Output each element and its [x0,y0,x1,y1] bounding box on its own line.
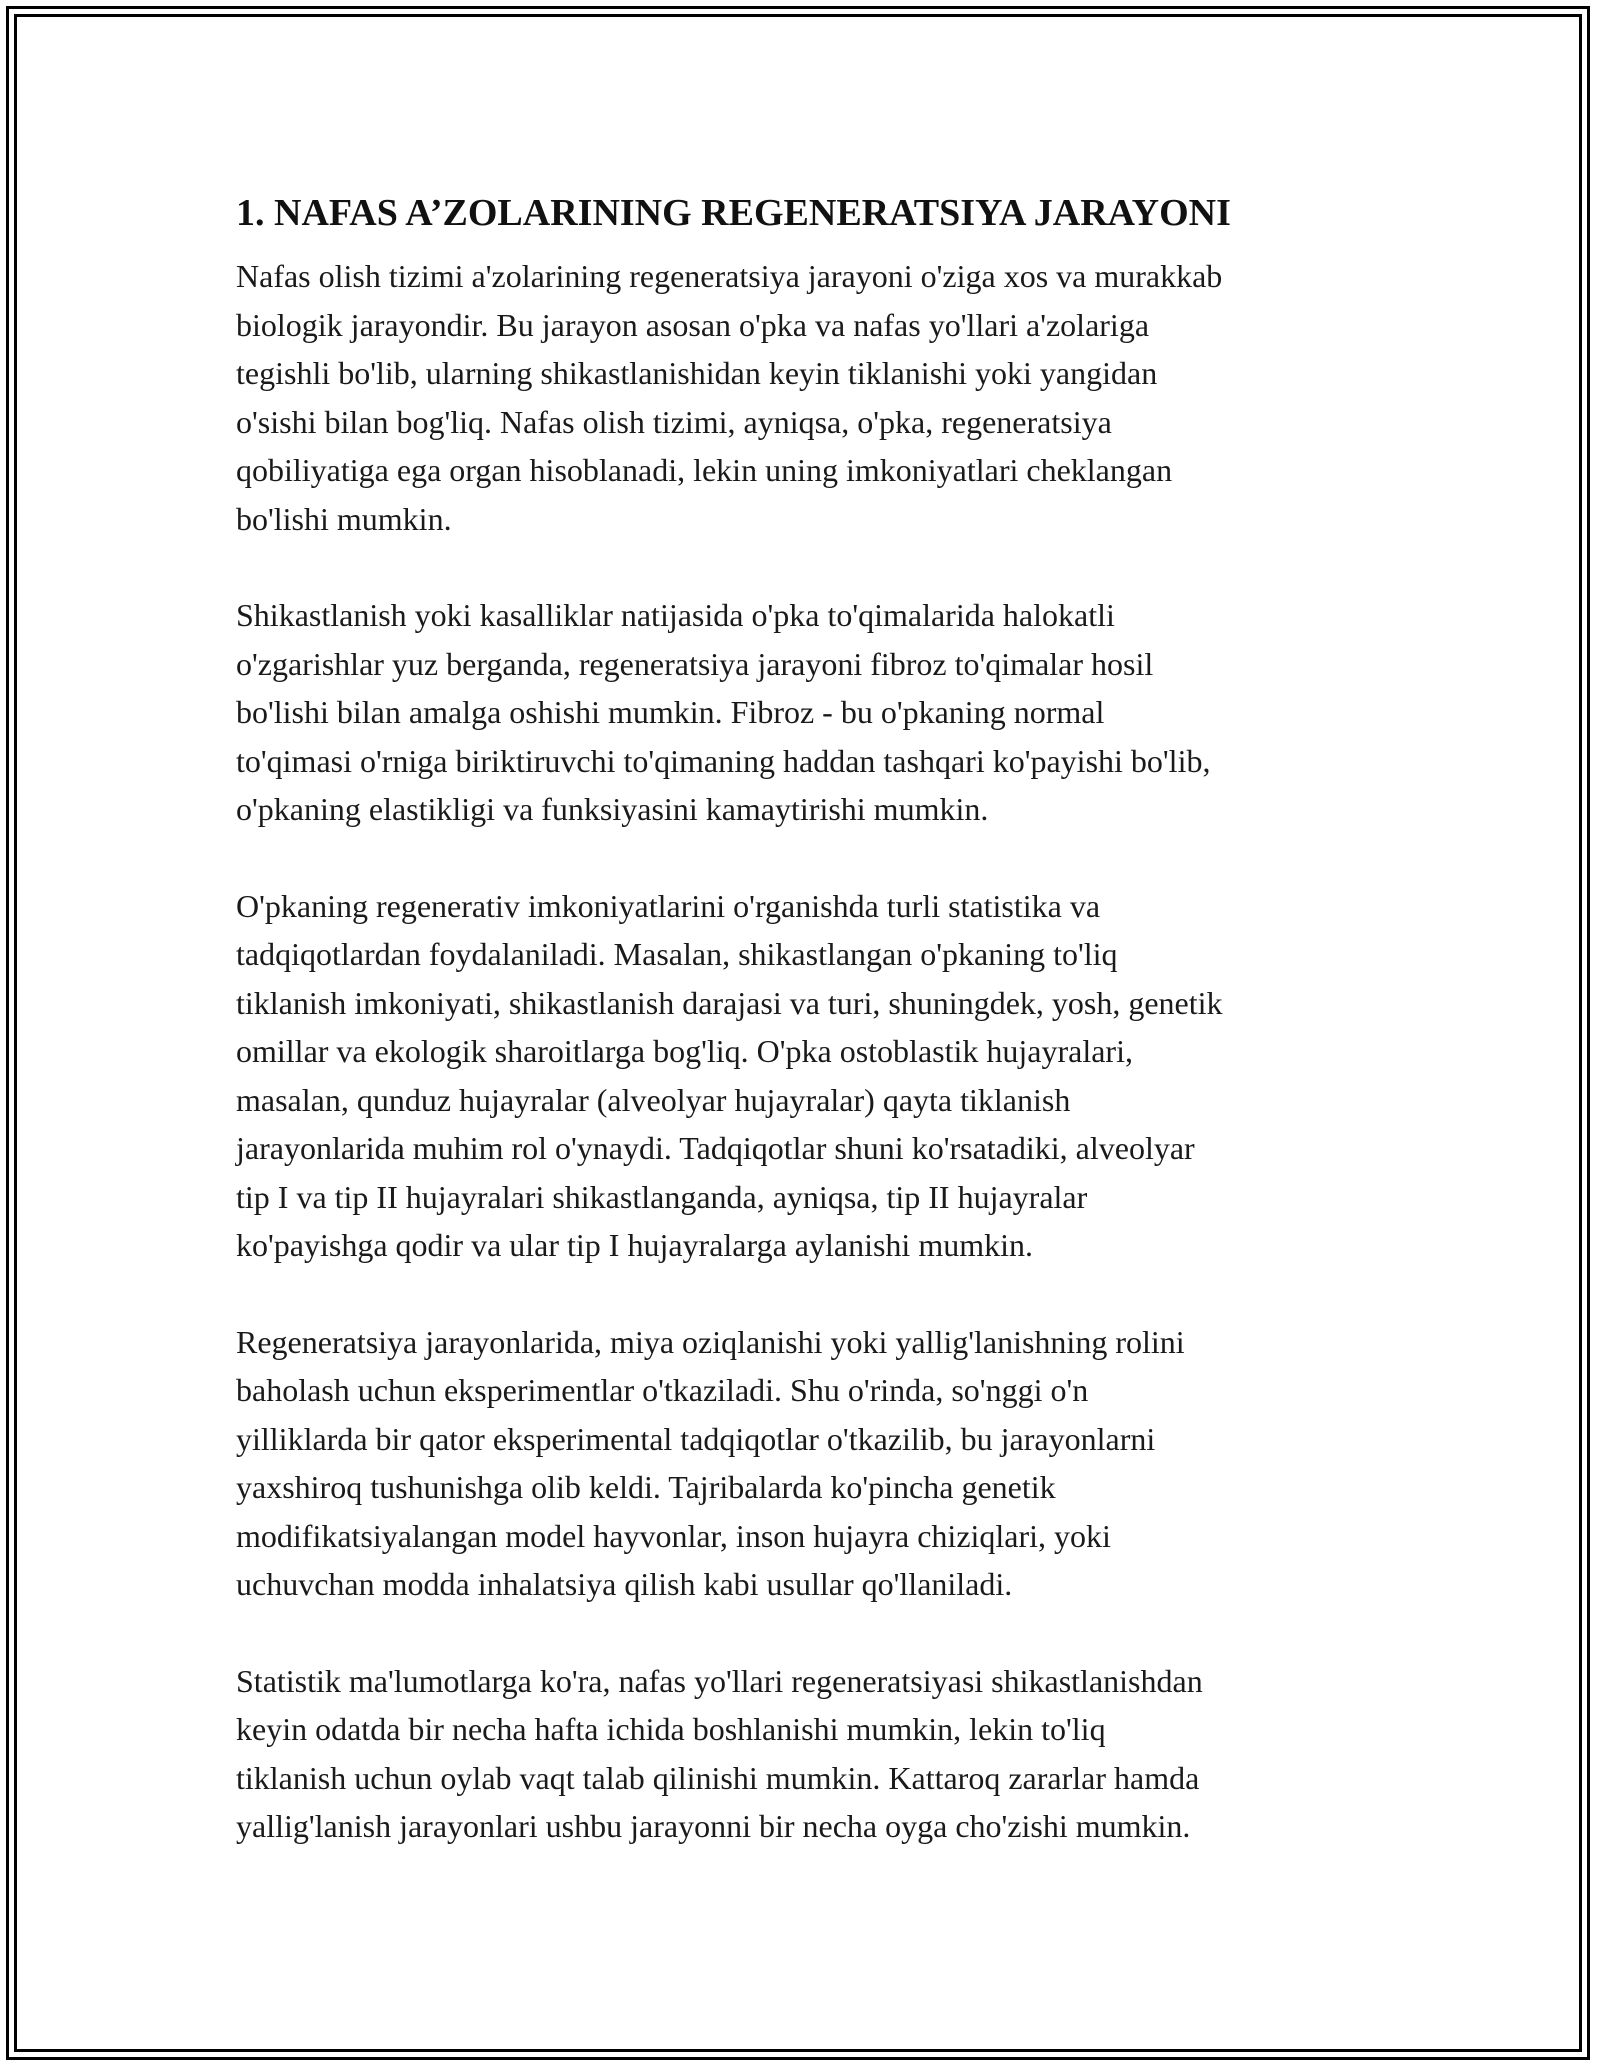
text-line: tiklanish uchun oylab vaqt talab qilinishi mumkin. Kattaroq zararlar hamda [236,1759,1200,1796]
text-line: tadqiqotlardan foydalaniladi. Masalan, shikastlangan o'pkaning to'liq [236,936,1118,972]
text-line: Nafas olish tizimi a'zolarining regeneratsiya jarayoni o'ziga xos va murakkab [236,258,1223,294]
text-line: O'pkaning regenerativ imkoniyatlarini o'rganishda turli statistika va [236,887,1101,924]
text-line: modifikatsiyalangan model hayvonlar, inson hujayra chiziqlari, yoki [236,1517,1111,1554]
paragraph-5 [236,1657,1376,1851]
text-line: bo'lishi mumkin. [236,500,452,537]
text-line: o'pkaning elastikligi va funksiyasini kamaytirishi mumkin. [236,791,989,827]
text-line: tiklanish imkoniyati, shikastlanish darajasi va turi, shuningdek, yosh, genetik [236,984,1223,1021]
text-line: o'zgarishlar yuz berganda, regeneratsiya jarayoni fibroz to'qimalar hosil [236,645,1154,682]
paragraph-2 [236,591,1376,834]
text-line: uchuvchan modda inhalatsiya qilish kabi usullar qo'llaniladi. [236,1566,1013,1602]
text-line: Regeneratsiya jarayonlarida, miya oziqlanishi yoki yallig'lanishning rolini [236,1323,1185,1360]
text-line: yallig'lanish jarayonlari ushbu jarayonni bir necha oyga cho'zishi mumkin. [236,1808,1191,1844]
text-line: Statistik ma'lumotlarga ko'ra, nafas yo'llari regeneratsiyasi shikastlanishdan [236,1662,1203,1699]
text-line: jarayonlarida muhim rol o'ynaydi. Tadqiqotlar shuni ko'rsatadiki, alveolyar [236,1130,1195,1166]
text-line: tegishli bo'lib, ularning shikastlanishidan keyin tiklanishi yoki yangidan [236,355,1158,391]
paragraph-4 [236,1318,1376,1609]
text-line: yilliklarda bir qator eksperimental tadqiqotlar o'tkazilib, bu jarayonlarni [236,1420,1156,1457]
text-line: ko'payishga qodir va ular tip I hujayralarga aylanishi mumkin. [236,1227,1033,1263]
paragraph-1 [236,252,1376,543]
text-line: bo'lishi bilan amalga oshishi mumkin. Fibroz - bu o'pkaning normal [236,694,1105,730]
section-heading: 1. NAFAS A’ZOLARINING REGENERATSIYA JARAYONI [236,192,1231,234]
text-line: baholash uchun eksperimentlar o'tkaziladi. Shu o'rinda, so'nggi o'n [236,1372,1089,1408]
text-line: o'sishi bilan bog'liq. Nafas olish tizimi, ayniqsa, o'pka, regeneratsiya [236,403,1112,440]
document-body [236,186,1376,1899]
text-line: qobiliyatiga ega organ hisoblanadi, lekin uning imkoniyatlari cheklangan [236,452,1173,488]
text-line: to'qimasi o'rniga biriktiruvchi to'qimaning haddan tashqari ko'payishi bo'lib, [236,742,1211,779]
text-line: yaxshiroq tushunishga olib keldi. Tajribalarda ko'pincha genetik [236,1469,1056,1505]
text-line: masalan, qunduz hujayralar (alveolyar hujayralar) qayta tiklanish [236,1081,1071,1118]
text-line: biologik jarayondir. Bu jarayon asosan o'pka va nafas yo'llari a'zolariga [236,306,1150,343]
text-line: Shikastlanish yoki kasalliklar natijasida o'pka to'qimalarida halokatli [236,597,1115,633]
text-line: keyin odatda bir necha hafta ichida boshlanishi mumkin, lekin to'liq [236,1711,1106,1747]
paragraph-3 [236,882,1376,1270]
text-line: tip I va tip II hujayralari shikastlanganda, ayniqsa, tip II hujayralar [236,1178,1088,1215]
text-line: omillar va ekologik sharoitlarga bog'liq. O'pka ostoblastik hujayralari, [236,1033,1133,1069]
